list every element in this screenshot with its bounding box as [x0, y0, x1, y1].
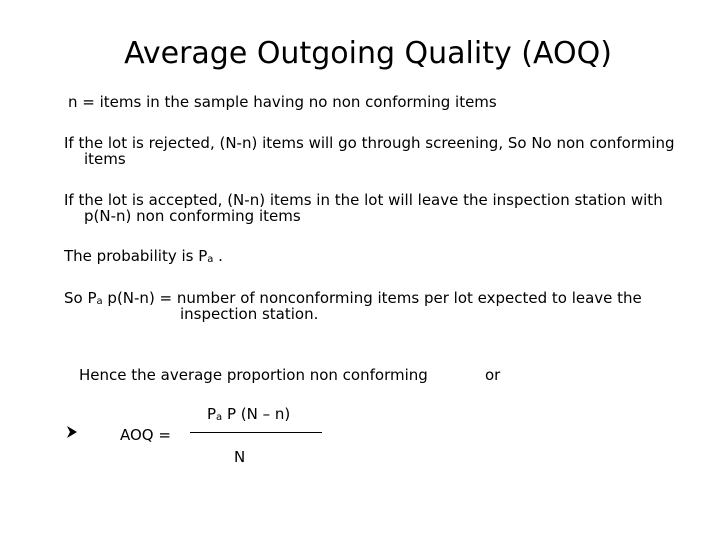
probability-subscript: a [207, 254, 214, 265]
so-subscript: a [96, 296, 103, 307]
formula-numerator [207, 406, 290, 426]
hence-line: Hence the average proportion non conforming [79, 366, 428, 384]
so-line-1 [64, 290, 642, 310]
so-line-2: inspection station. [180, 305, 319, 323]
slide-title: Average Outgoing Quality (AOQ) [124, 36, 612, 71]
or-text: or [485, 366, 501, 384]
definition-n: n = items in the sample having no non conforming items [68, 93, 497, 111]
probability-end: . [213, 247, 223, 265]
accepted-line-2: p(N-n) non conforming items [84, 207, 301, 225]
numerator-subscript: a [216, 412, 223, 423]
formula-denominator: N [234, 448, 246, 466]
rejected-line-2: items [84, 150, 126, 168]
numerator-rest: P (N – n) [222, 405, 291, 423]
arrow-bullet-icon [66, 425, 78, 443]
so-rest: p(N-n) = number of nonconforming items per lot expected to leave the [102, 289, 642, 307]
probability-line [64, 248, 223, 268]
rejected-line-1: If the lot is rejected, (N-n) items will go through screening, So No non conforming [64, 134, 675, 152]
so-text: So P [64, 289, 97, 307]
numerator-p: P [207, 405, 217, 423]
probability-text: The probability is P [64, 247, 208, 265]
accepted-line-1: If the lot is accepted, (N-n) items in the lot will leave the inspection station with [64, 191, 663, 209]
fraction-bar [190, 432, 322, 433]
formula-label: AOQ = [120, 426, 171, 444]
